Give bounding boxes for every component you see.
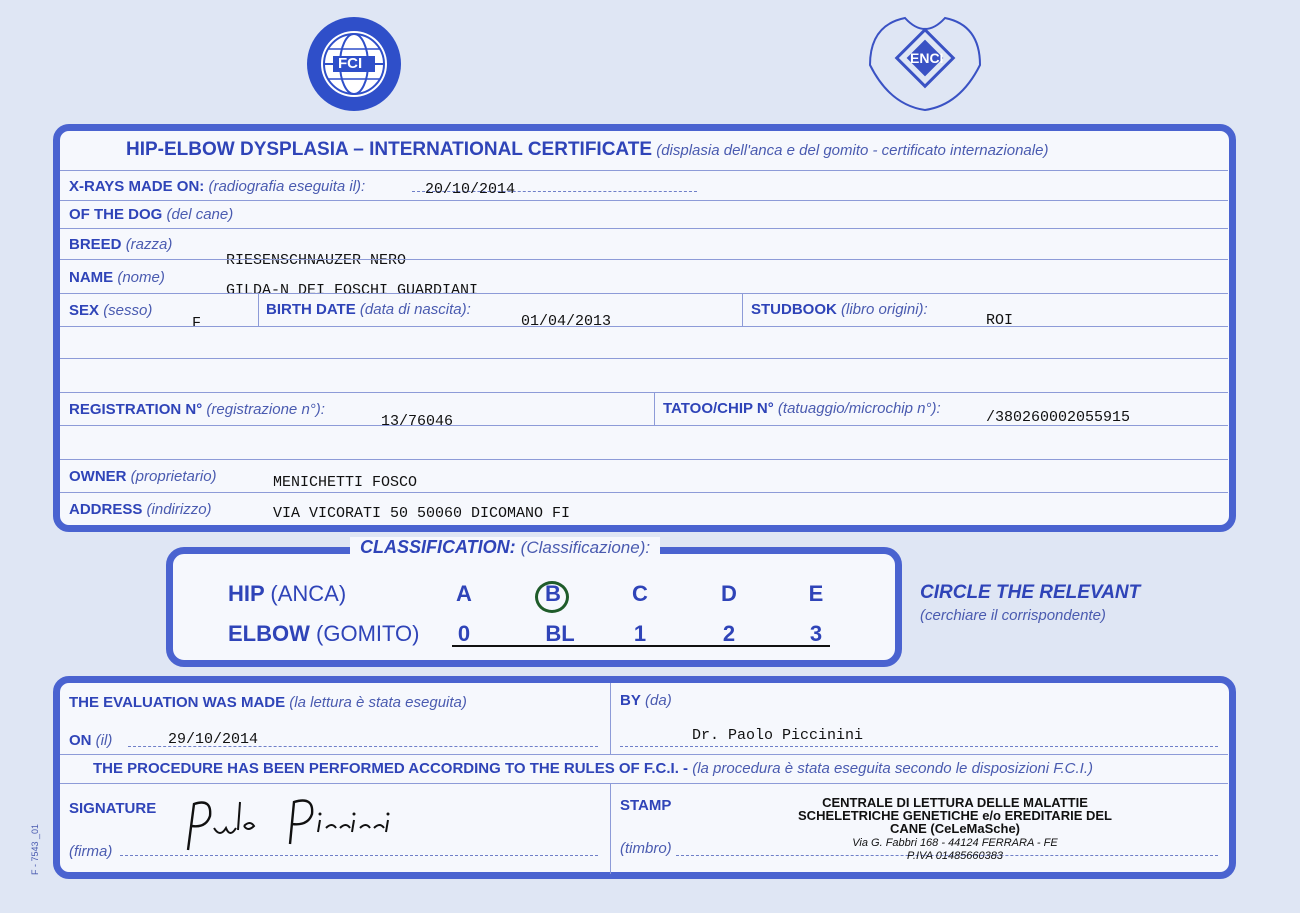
studbook-label: STUDBOOK (libro origini): (751, 301, 928, 318)
registration-value: 13/76046 (381, 413, 454, 430)
chip-value: /380260002055915 (986, 409, 1131, 426)
sex-label: SEX (sesso) (69, 302, 153, 319)
evaluation-date-value: 29/10/2014 (168, 731, 259, 748)
elbow-grade-2[interactable]: 2 (722, 621, 736, 646)
stamp-sublabel: (timbro) (620, 840, 672, 857)
elbow-grade-1[interactable]: 1 (633, 621, 647, 646)
signature-sublabel: (firma) (69, 843, 113, 860)
hip-grade-d[interactable]: D (721, 581, 737, 606)
evaluation-made-label: THE EVALUATION WAS MADE (la lettura è stata eseguita) (69, 694, 467, 711)
selected-grade-circle (535, 581, 569, 613)
enci-logo (860, 10, 990, 115)
name-label: NAME (nome) (69, 269, 165, 286)
address-value: VIA VICORATI 50 50060 DICOMANO FI (273, 505, 571, 522)
elbow-grade-0[interactable]: 0 (457, 621, 471, 646)
procedure-statement: THE PROCEDURE HAS BEEN PERFORMED ACCORDING TO THE RULES OF F.C.I. - (la procedura è stata eseguita secondo le disposizioni F.C.I.) (93, 760, 1093, 777)
hip-grade-b[interactable]: B (545, 581, 561, 606)
name-value: GILDA-N DEI FOSCHI GUARDIANI (226, 282, 479, 299)
sex-value: F (192, 315, 202, 332)
breed-label: BREED (razza) (69, 236, 173, 253)
studbook-value: ROI (986, 312, 1014, 329)
form-code: F - 7543 _01 (30, 823, 40, 875)
elbow-label: ELBOW (GOMITO) (228, 621, 420, 646)
fci-logo-text: FCI (338, 55, 363, 72)
certificate-title (126, 139, 1048, 161)
evaluation-by-label: BY (da) (620, 692, 672, 709)
stamp-label: STAMP (620, 797, 672, 814)
evaluation-on-label: ON (il) (69, 732, 113, 749)
enci-logo-text: ENCI (910, 50, 944, 66)
address-label: ADDRESS (indirizzo) (69, 501, 212, 518)
title-main: HIP-ELBOW DYSPLASIA – INTERNATIONAL CERTIFICATE (126, 139, 653, 160)
classification-panel (166, 547, 902, 667)
handwritten-signature (180, 792, 430, 867)
breed-value: RIESENSCHNAUZER NERO (226, 252, 407, 269)
elbow-grade-bl[interactable]: BL (545, 621, 575, 646)
circle-note: CIRCLE THE RELEVANT (cerchiare il corrispondente) (920, 582, 1141, 624)
hip-grade-c[interactable]: C (632, 581, 648, 606)
elbow-grade-3[interactable]: 3 (809, 621, 823, 646)
owner-label: OWNER (proprietario) (69, 468, 217, 485)
birth-date-value: 01/04/2013 (521, 313, 612, 330)
xrays-label: X-RAYS MADE ON: (radiografia eseguita il): (69, 178, 366, 195)
owner-value: MENICHETTI FOSCO (273, 474, 418, 491)
birth-date-label: BIRTH DATE (data di nascita): (266, 301, 471, 318)
hip-label: HIP (ANCA) (228, 581, 347, 606)
chip-label: TATOO/CHIP N° (tatuaggio/microchip n°): (663, 400, 941, 417)
dog-label: OF THE DOG (del cane) (69, 206, 234, 223)
xrays-date-value: 20/10/2014 (425, 181, 516, 198)
official-stamp: CENTRALE DI LETTURA DELLE MALATTIE SCHELETRICHE GENETICHE e/o EREDITARIE DEL CANE (CeLeMaSche) Via G. Fabbri 168 - 44124 FERRARA - FE P.IVA 01485660383 (798, 795, 1112, 862)
signature-icon (180, 792, 430, 862)
title-sub: (displasia dell'anca e del gomito - certificato internazionale) (656, 142, 1049, 159)
hip-grade-e[interactable]: E (808, 581, 824, 606)
registration-label: REGISTRATION N° (registrazione n°): (69, 401, 325, 418)
elbow-underline (452, 645, 830, 647)
hip-grade-a[interactable]: A (456, 581, 472, 606)
classification-header: CLASSIFICATION: (Classificazione): (350, 537, 660, 558)
evaluator-value: Dr. Paolo Piccinini (692, 727, 864, 744)
signature-label: SIGNATURE (69, 800, 157, 817)
fci-logo (305, 15, 403, 113)
